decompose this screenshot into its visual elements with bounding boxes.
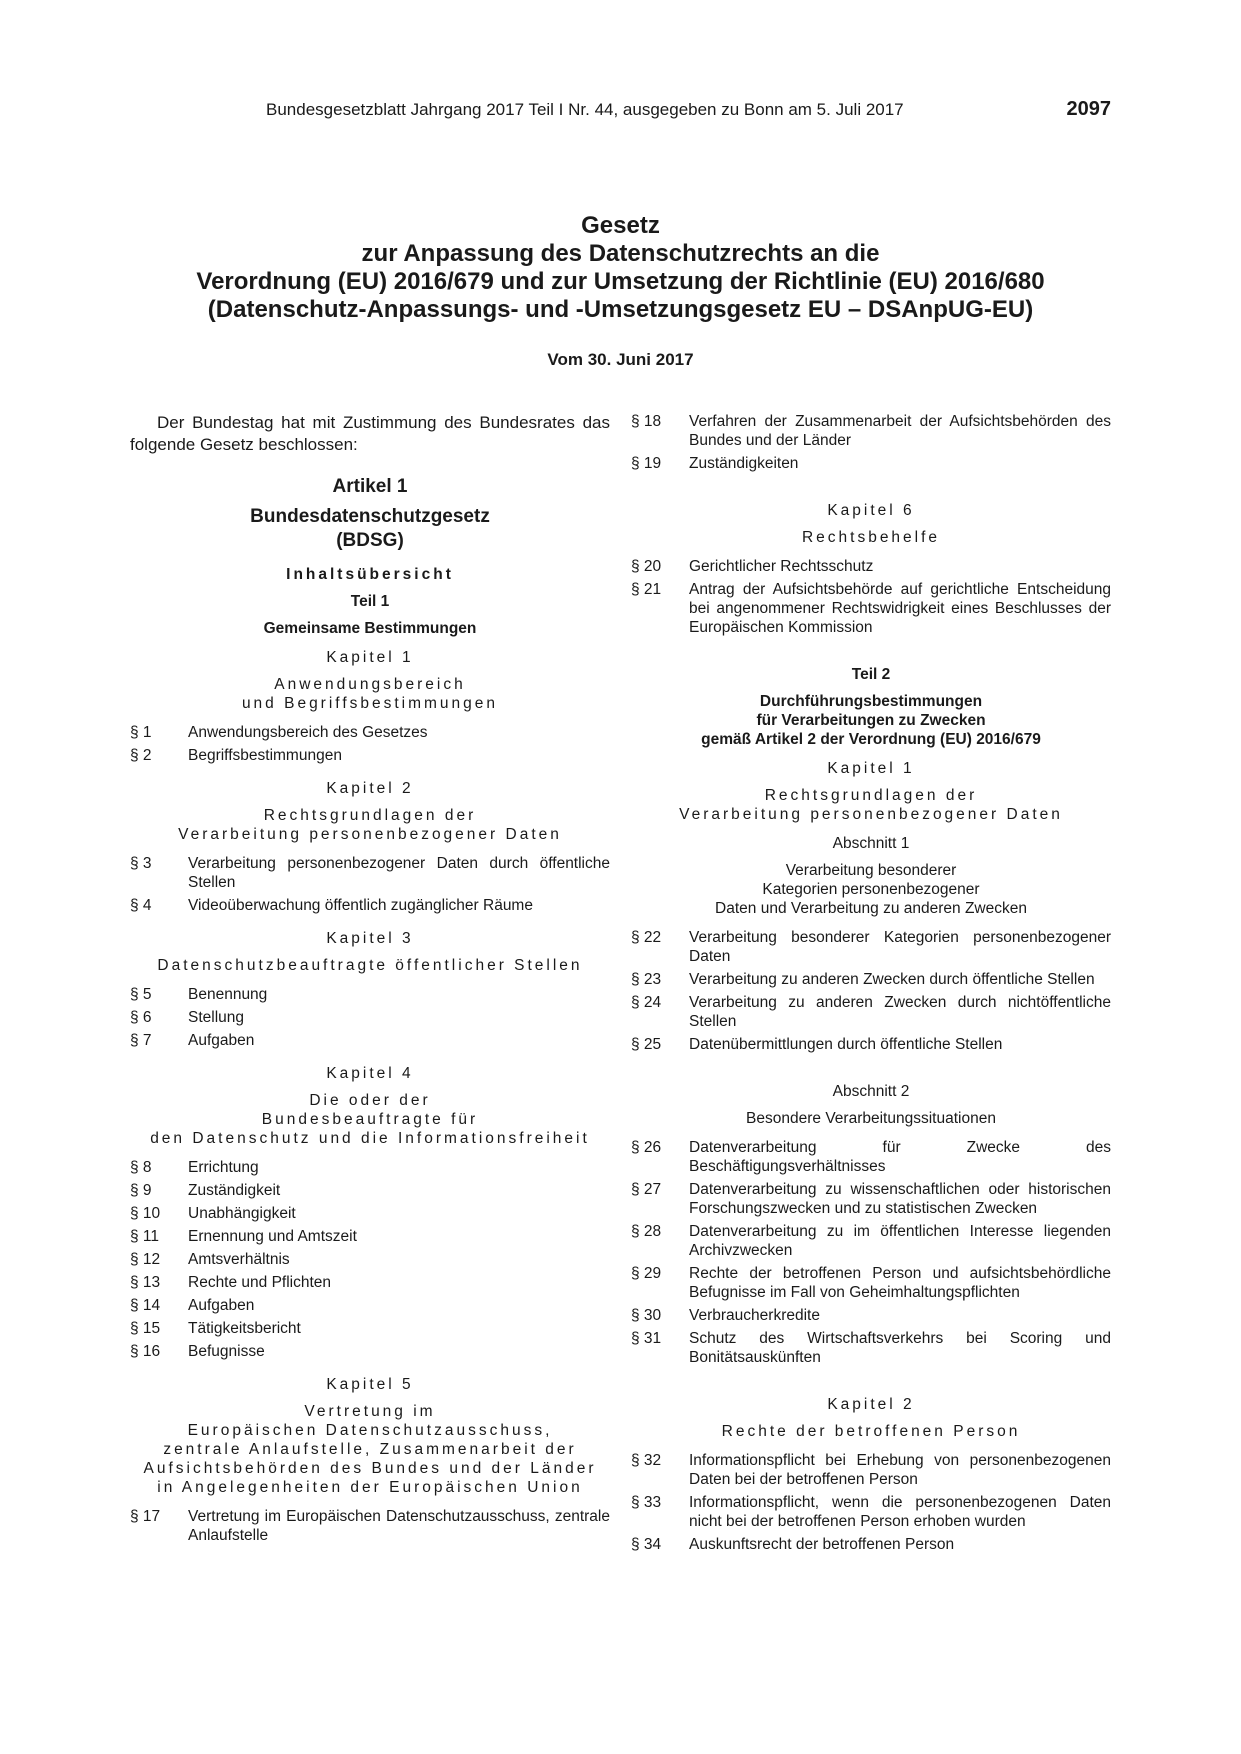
section-title: Tätigkeitsbericht xyxy=(188,1320,301,1337)
section-title: Ernennung und Amtszeit xyxy=(188,1228,357,1245)
kapitel-title-line: Vertretung im xyxy=(304,1403,436,1420)
kapitel-title-line: Rechtsbehelfe xyxy=(801,529,941,546)
section-title: Amtsverhältnis xyxy=(188,1251,290,1268)
law-date: Vom 30. Juni 2017 xyxy=(547,350,694,369)
teil-title-line: für Verarbeitungen zu Zwecken xyxy=(756,712,986,729)
section-title: Zuständigkeiten xyxy=(689,455,799,472)
section-title: Zuständigkeit xyxy=(188,1182,281,1199)
toc-entry xyxy=(631,1451,1111,1489)
section-title: Vertretung im Europäischen Datenschutzausschuss, zentrale Anlaufstelle xyxy=(188,1508,610,1544)
section-number: § 34 xyxy=(631,1536,662,1553)
title-line: zur Anpassung des Datenschutzrechts an die xyxy=(361,240,880,267)
section-number: § 4 xyxy=(130,897,152,914)
section-title: Verfahren der Zusammenarbeit der Aufsichtsbehörden des Bundes und der Länder xyxy=(689,413,1111,449)
kapitel-title-line: Rechtsgrundlagen der xyxy=(263,807,477,824)
toc-heading: Inhaltsübersicht xyxy=(286,566,454,583)
section-title: Datenverarbeitung zu wissenschaftlichen oder historischen Forschungszwecken und zu statistischen Zwecken xyxy=(689,1181,1111,1217)
section-number: § 33 xyxy=(631,1494,662,1511)
section-title: Datenverarbeitung zu im öffentlichen Interesse liegenden Archivzwecken xyxy=(689,1223,1111,1259)
section-list xyxy=(130,985,610,1050)
title-line: Gesetz xyxy=(581,212,660,239)
toc-entry xyxy=(130,746,610,765)
section-list xyxy=(130,1158,610,1361)
section-title: Datenübermittlungen durch öffentliche Stellen xyxy=(689,1036,1003,1053)
kapitel-title xyxy=(130,675,610,713)
kapitel-title-line: den Datenschutz und die Informationsfreiheit xyxy=(150,1130,590,1147)
kapitel-title xyxy=(631,1422,1111,1441)
kapitel-title xyxy=(631,786,1111,824)
kapitel-title-line: Rechte der betroffenen Person xyxy=(721,1423,1021,1440)
section-number: § 11 xyxy=(130,1228,160,1245)
section-number: § 29 xyxy=(631,1265,662,1282)
header-citation: Bundesgesetzblatt Jahrgang 2017 Teil I Nr. 44, ausgegeben zu Bonn am 5. Juli 2017 xyxy=(266,100,904,119)
section-number: § 26 xyxy=(631,1139,662,1156)
section-title: Befugnisse xyxy=(188,1343,265,1360)
toc-entry xyxy=(631,1264,1111,1302)
teil-title: Gemeinsame Bestimmungen xyxy=(263,620,477,637)
left-column xyxy=(130,412,610,1559)
section-number: § 23 xyxy=(631,971,662,988)
section-list xyxy=(130,1507,610,1545)
intro-text: Der Bundestag hat mit Zustimmung des Bundesrates das folgende Gesetz beschlossen: xyxy=(130,413,610,454)
section-number: § 24 xyxy=(631,994,662,1011)
toc-entry xyxy=(130,1250,610,1269)
kapitel-label: Kapitel 5 xyxy=(326,1376,414,1393)
section-number: § 13 xyxy=(130,1274,161,1291)
section-list xyxy=(130,723,610,765)
teil-title-line: gemäß Artikel 2 der Verordnung (EU) 2016/679 xyxy=(701,731,1041,748)
kapitel-label: Kapitel 1 xyxy=(827,760,915,777)
toc-entry xyxy=(631,412,1111,450)
toc-entry xyxy=(130,1008,610,1027)
abschnitt-title-line: Daten und Verarbeitung zu anderen Zwecken xyxy=(715,900,1027,917)
section-number: § 27 xyxy=(631,1181,662,1198)
abschnitt-label: Abschnitt 1 xyxy=(832,835,910,852)
toc-entry xyxy=(130,1204,610,1223)
kapitel-title xyxy=(130,956,610,975)
section-title: Unabhängigkeit xyxy=(188,1205,296,1222)
section-title: Verarbeitung zu anderen Zwecken durch öffentliche Stellen xyxy=(689,971,1095,988)
section-number: § 14 xyxy=(130,1297,161,1314)
toc-entry xyxy=(631,928,1111,966)
toc-entry xyxy=(631,1222,1111,1260)
artikel-heading: Artikel 1 xyxy=(332,476,408,497)
kapitel-title-line: Bundesbeauftragte für xyxy=(261,1111,479,1128)
section-number: § 16 xyxy=(130,1343,161,1360)
toc-entry xyxy=(130,1296,610,1315)
abschnitt-title-line: Kategorien personenbezogener xyxy=(762,881,980,898)
toc-entry xyxy=(631,1138,1111,1176)
section-number: § 1 xyxy=(130,724,152,741)
kapitel-title-line: Datenschutzbeauftragte öffentlicher Stellen xyxy=(157,957,583,974)
kapitel-title-line: Anwendungsbereich xyxy=(274,676,466,693)
section-number: § 10 xyxy=(130,1205,161,1222)
section-number: § 17 xyxy=(130,1508,161,1525)
section-number: § 25 xyxy=(631,1036,662,1053)
law-title-block xyxy=(0,212,1241,370)
section-title: Verarbeitung zu anderen Zwecken durch nichtöffentliche Stellen xyxy=(689,994,1111,1030)
kapitel-title-line: Europäischen Datenschutzausschuss, xyxy=(187,1422,553,1439)
kapitel-label: Kapitel 2 xyxy=(827,1396,915,1413)
kapitel-title-line: in Angelegenheiten der Europäischen Union xyxy=(157,1479,583,1496)
section-title: Informationspflicht bei Erhebung von personenbezogenen Daten bei der betroffenen Person xyxy=(689,1452,1111,1488)
abschnitt-title-line: Besondere Verarbeitungssituationen xyxy=(746,1110,996,1127)
section-number: § 2 xyxy=(130,747,152,764)
kapitel-title-line: Verarbeitung personenbezogener Daten xyxy=(679,806,1063,823)
section-title: Errichtung xyxy=(188,1159,259,1176)
section-list xyxy=(631,1451,1111,1554)
section-list xyxy=(130,854,610,915)
teil-title-line: Durchführungsbestimmungen xyxy=(759,693,983,710)
section-title: Benennung xyxy=(188,986,268,1003)
toc-entry xyxy=(631,557,1111,576)
kapitel-label: Kapitel 4 xyxy=(326,1065,414,1082)
kapitel-title-line: zentrale Anlaufstelle, Zusammenarbeit der xyxy=(163,1441,577,1458)
section-title: Verarbeitung personenbezogener Daten durch öffentliche Stellen xyxy=(188,855,610,891)
section-list xyxy=(631,928,1111,1054)
section-number: § 20 xyxy=(631,558,662,575)
section-number: § 5 xyxy=(130,986,152,1003)
abschnitt-label: Abschnitt 2 xyxy=(832,1083,910,1100)
section-number: § 28 xyxy=(631,1223,662,1240)
section-title: Rechte der betroffenen Person und aufsichtsbehördliche Befugnisse im Fall von Geheimhaltungspflichten xyxy=(689,1265,1111,1301)
section-title: Antrag der Aufsichtsbehörde auf gerichtliche Entscheidung bei angenommener Rechtswidrigkeit eines Beschlusses der Europäischen Kommission xyxy=(689,581,1111,636)
section-title: Gerichtlicher Rechtsschutz xyxy=(689,558,874,575)
section-title: Begriffsbestimmungen xyxy=(188,747,342,764)
page-number: 2097 xyxy=(1066,98,1111,120)
toc-entry xyxy=(631,1535,1111,1554)
toc-entry xyxy=(631,454,1111,473)
teil-label: Teil 2 xyxy=(851,666,891,683)
title-line: (Datenschutz-Anpassungs- und -Umsetzungsgesetz EU – DSAnpUG-EU) xyxy=(207,296,1034,323)
section-number: § 22 xyxy=(631,929,662,946)
page-header xyxy=(266,100,1111,124)
toc-entry xyxy=(631,970,1111,989)
section-number: § 9 xyxy=(130,1182,152,1199)
section-number: § 18 xyxy=(631,413,662,430)
toc-entry xyxy=(130,896,610,915)
toc-entry xyxy=(631,1306,1111,1325)
kapitel-title-line: Die oder der xyxy=(309,1092,431,1109)
section-list xyxy=(631,557,1111,637)
toc-entry xyxy=(130,854,610,892)
section-title: Aufgaben xyxy=(188,1297,255,1314)
kapitel-label: Kapitel 1 xyxy=(326,649,414,666)
section-number: § 12 xyxy=(130,1251,161,1268)
section-number: § 6 xyxy=(130,1009,152,1026)
kapitel-title-line: Aufsichtsbehörden des Bundes und der Länder xyxy=(143,1460,597,1477)
teil-title xyxy=(631,692,1111,749)
kapitel-title-line: und Begriffsbestimmungen xyxy=(241,695,499,712)
section-title: Aufgaben xyxy=(188,1032,255,1049)
kapitel-title-line: Rechtsgrundlagen der xyxy=(764,787,978,804)
law-name-line: Bundesdatenschutzgesetz xyxy=(250,506,490,527)
section-number: § 19 xyxy=(631,455,662,472)
toc-entry xyxy=(631,1035,1111,1054)
section-number: § 3 xyxy=(130,855,152,872)
law-name xyxy=(130,505,610,553)
abschnitt-title xyxy=(631,861,1111,918)
kapitel-label: Kapitel 2 xyxy=(326,780,414,797)
toc-entry xyxy=(631,993,1111,1031)
section-title: Informationspflicht, wenn die personenbezogenen Daten nicht bei der betroffenen Person erhoben wurden xyxy=(689,1494,1111,1530)
section-title: Verarbeitung besonderer Kategorien personenbezogener Daten xyxy=(689,929,1111,965)
section-list xyxy=(631,1138,1111,1367)
abschnitt-title-line: Verarbeitung besonderer xyxy=(785,862,957,879)
kapitel-title xyxy=(130,1402,610,1497)
toc-entry xyxy=(130,1507,610,1545)
toc-entry xyxy=(130,1319,610,1338)
section-number: § 21 xyxy=(631,581,662,598)
section-number: § 31 xyxy=(631,1330,662,1347)
law-name-line: (BDSG) xyxy=(336,530,404,551)
section-number: § 15 xyxy=(130,1320,161,1337)
kapitel-label: Kapitel 6 xyxy=(827,502,915,519)
toc-entry xyxy=(130,723,610,742)
section-title: Rechte und Pflichten xyxy=(188,1274,332,1291)
kapitel-title xyxy=(631,528,1111,547)
kapitel-title xyxy=(130,1091,610,1148)
section-list xyxy=(631,412,1111,473)
toc-entry xyxy=(130,1158,610,1177)
kapitel-label: Kapitel 3 xyxy=(326,930,414,947)
toc-entry xyxy=(130,985,610,1004)
toc-entry xyxy=(130,1181,610,1200)
toc-entry xyxy=(631,1329,1111,1367)
kapitel-title-line: Verarbeitung personenbezogener Daten xyxy=(178,826,562,843)
kapitel-title xyxy=(130,806,610,844)
section-number: § 32 xyxy=(631,1452,662,1469)
section-title: Videoüberwachung öffentlich zugänglicher Räume xyxy=(188,897,533,914)
section-title: Datenverarbeitung für Zwecke des Beschäftigungsverhältnisses xyxy=(689,1139,1111,1175)
teil-label: Teil 1 xyxy=(350,593,390,610)
section-number: § 8 xyxy=(130,1159,152,1176)
toc-entry xyxy=(130,1227,610,1246)
section-title: Verbraucherkredite xyxy=(689,1307,820,1324)
section-title: Stellung xyxy=(188,1009,245,1026)
toc-entry xyxy=(130,1342,610,1361)
right-column xyxy=(631,412,1111,1568)
title-line: Verordnung (EU) 2016/679 und zur Umsetzung der Richtlinie (EU) 2016/680 xyxy=(196,268,1045,295)
toc-entry xyxy=(130,1031,610,1050)
toc-entry xyxy=(130,1273,610,1292)
section-number: § 7 xyxy=(130,1032,152,1049)
section-number: § 30 xyxy=(631,1307,662,1324)
section-title: Anwendungsbereich des Gesetzes xyxy=(188,724,428,741)
toc-entry xyxy=(631,580,1111,637)
section-title: Auskunftsrecht der betroffenen Person xyxy=(689,1536,955,1553)
abschnitt-title xyxy=(631,1109,1111,1128)
toc-entry xyxy=(631,1180,1111,1218)
section-title: Schutz des Wirtschaftsverkehrs bei Scoring und Bonitätsauskünften xyxy=(689,1330,1111,1366)
toc-entry xyxy=(631,1493,1111,1531)
